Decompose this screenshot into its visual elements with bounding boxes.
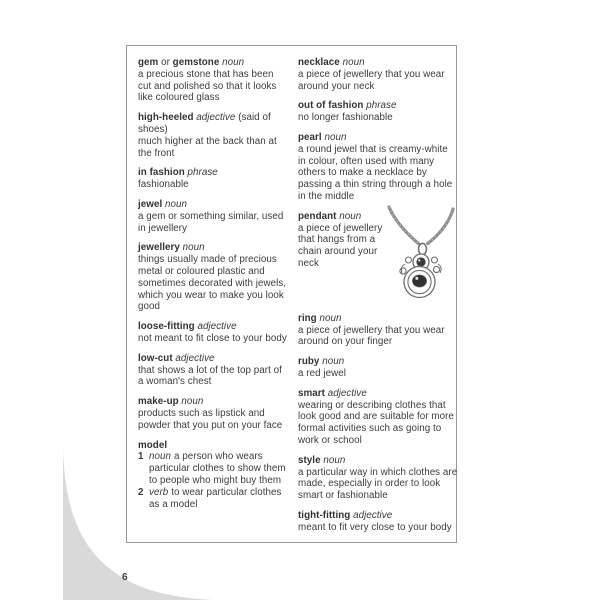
entry-definition: much higher at the back than at the front [138,135,277,159]
entry-headline [298,455,458,467]
entry-definition: a red jewel [298,367,346,379]
entry-headline [298,313,458,325]
entry-definition: that shows a lot of the top part of a woman's chest [138,364,282,388]
right-column [298,57,458,542]
headword: pearl [298,131,322,143]
pendant-bail [419,243,427,254]
headword: necklace [298,57,340,68]
entry-headline [298,100,458,112]
entry-headline [138,167,289,179]
entry-headline [138,396,289,408]
dictionary-entry [298,100,458,124]
headword: ruby [298,356,320,368]
dictionary-entry [138,321,289,345]
entry-headline [298,510,458,522]
entry-headline [298,356,458,368]
part-of-speech: noun [219,57,245,68]
headword-note: or [158,57,173,68]
dictionary-entry [138,396,289,431]
headword: out of fashion [298,100,364,112]
entry-headline [138,321,289,333]
dictionary-entry [298,455,458,502]
sense-text: a person who wears particular clothes to show them to people who might buy them [149,451,286,486]
entry-definition: products such as lipstick and powder that you put on your face [138,407,283,431]
dictionary-entry [138,57,289,104]
sense-number: 1 [138,451,144,463]
sense-text: to wear particular clothes as a model [149,486,282,510]
entry-definition: a particular way in which clothes are made, especially in order to look smart or fashionable [298,466,458,502]
part-of-speech: adjective [324,387,367,399]
entry-headline [138,199,289,211]
dictionary-entry [138,199,289,234]
entry-definition: no longer fashionable [298,112,393,124]
part-of-speech: noun [319,356,345,368]
entry-headline [298,57,458,69]
part-of-speech: adjective [350,509,393,521]
entry-definition: a piece of jewellery that hangs from a chain around your neck [298,222,383,269]
part-of-speech: phrase [184,167,218,179]
part-of-speech: adjective [193,112,236,124]
entry-headline [298,211,458,223]
dictionary-entry [298,57,458,92]
page-corner-swoosh-decoration [0,440,220,600]
entry-headline [138,57,289,69]
sense-number: 2 [138,486,144,498]
pendant-upper-circle [413,254,429,270]
entry-definition: not meant to fit close to your body [138,332,287,344]
pendant-lower-gem [413,275,427,287]
pendant-upper-gem [416,257,425,266]
headword: style [298,454,321,466]
part-of-speech: noun [179,242,205,254]
headword: gem [138,57,159,68]
entry-headline [298,388,458,400]
part-of-speech: adjective [194,321,237,333]
headword: gemstone [172,57,220,68]
headword: smart [298,387,325,399]
entry-headline [138,353,289,365]
headword: jewel [138,198,163,210]
headword: high-heeled [138,112,194,124]
part-of-speech: noun [336,210,362,222]
part-of-speech: noun [316,312,342,324]
part-of-speech: noun [162,198,187,210]
dictionary-entry [298,388,458,447]
headword: in fashion [138,167,185,179]
headword: loose-fitting [138,321,195,333]
headword: ring [298,312,317,324]
part-of-speech: noun [320,454,346,466]
entry-definition: fashionable [138,179,189,191]
headword: low-cut [138,352,173,364]
sense-part-of-speech: verb [149,486,169,498]
headword: model [138,439,168,451]
headword-note: (said of shoes) [138,112,271,135]
entry-definition: a piece of jewellery that you wear around on your finger [298,324,445,348]
entry-definition: a gem or something similar, used in jewellery [138,210,284,234]
dictionary-entry [138,167,289,191]
headword: jewellery [138,242,180,254]
entry-headline [298,132,458,144]
part-of-speech: noun [321,131,347,143]
dictionary-entry [298,132,458,203]
headword: pendant [298,210,337,222]
page-number: 6 [122,572,128,583]
part-of-speech: adjective [172,352,215,364]
part-of-speech: noun [178,396,204,408]
sense-part-of-speech: noun [149,451,171,463]
dictionary-entry [138,112,289,159]
headword: tight-fitting [298,509,351,521]
entry-headline [138,242,289,254]
entry-definition: things usually made of precious metal or coloured plastic and sometimes decorated with jewels, which you wear to make you look good [138,254,287,313]
entry-definition: a piece of jewellery that you wear around your neck [298,68,445,92]
dictionary-entry [298,211,458,305]
pendant-lower-circle [404,266,435,297]
dictionary-entry [298,510,458,534]
part-of-speech: phrase [363,100,397,112]
dictionary-entry [298,313,458,348]
entry-definition: a round jewel that is creamy-white in colour, often used with many others to make a necklace by passing a thin string through a hole in the middle [298,143,453,202]
entry-definition: meant to fit very close to your body [298,521,452,533]
entry-definition: wearing or describing clothes that look good and are suitable for more formal activities such as going to work or school [298,399,454,446]
dictionary-entry [138,242,289,313]
entry-definition: a precious stone that has been cut and polished so that it looks like coloured glass [138,68,277,104]
dictionary-entry [138,353,289,388]
entry-headline [138,112,289,136]
headword: make-up [138,396,179,408]
dictionary-entry [298,356,458,380]
part-of-speech: noun [339,57,365,68]
